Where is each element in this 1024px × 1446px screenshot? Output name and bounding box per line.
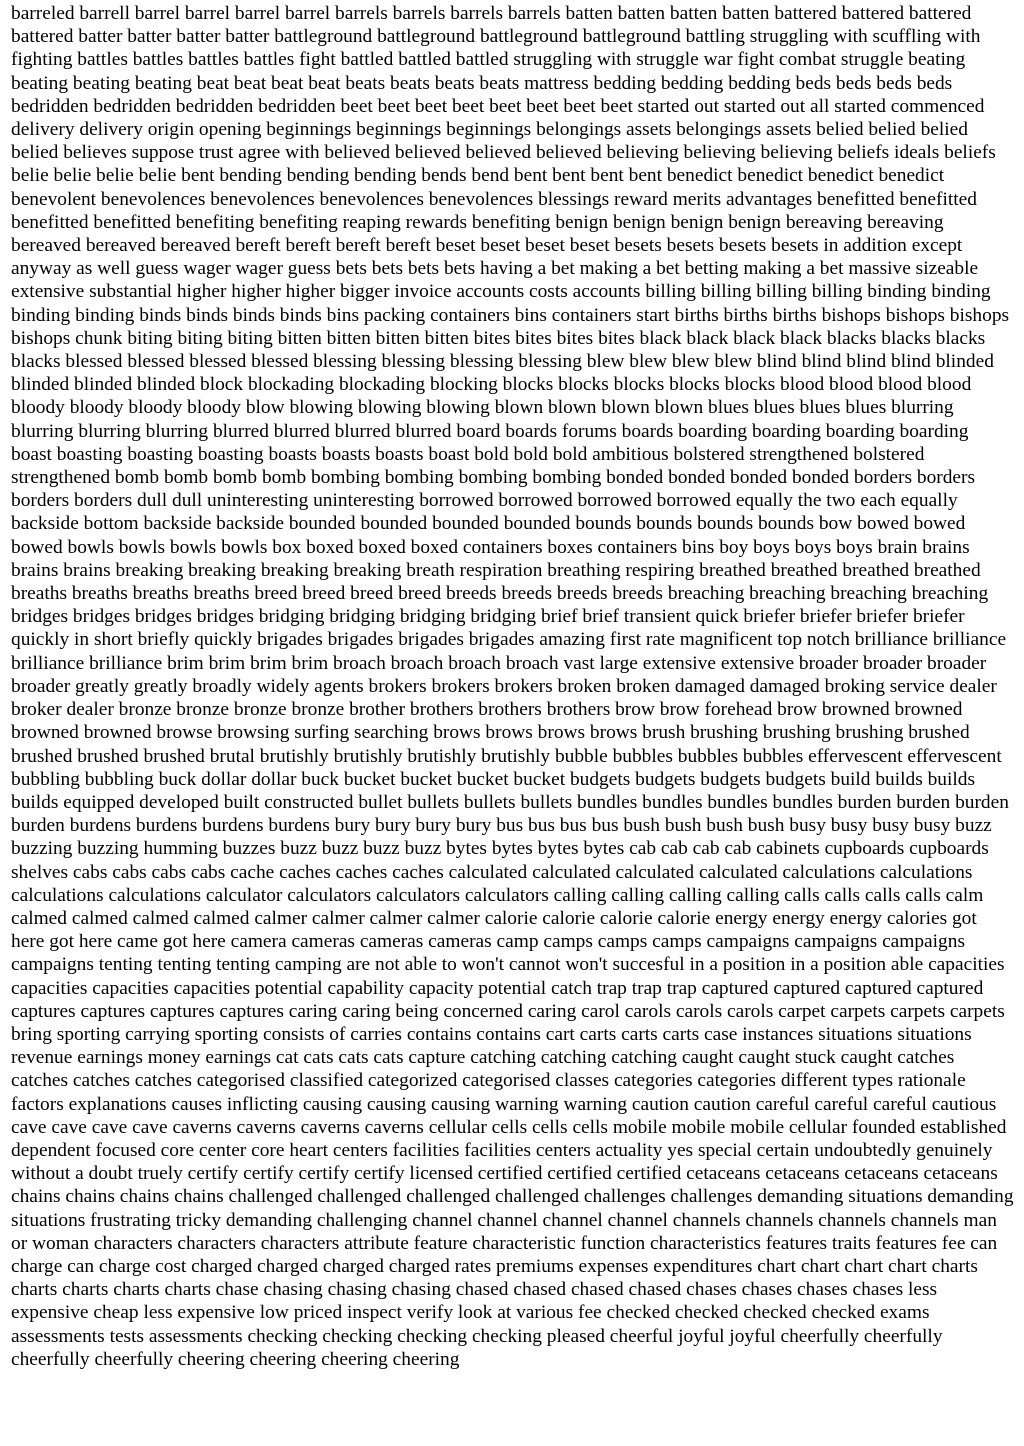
body-text: barreled barrell barrel barrel barrel barrel barrels barrels barrels barrels batten batten batten batten battered battered battered battered batter batter batter batter battleground battleground battleground battleground battling struggling with scuffling with fighting battles battles battles battles fight battled battled battled struggling with struggle war fight combat struggle beating beating beating beating beat beat beat beat beats beats beats beats mattress bedding bedding bedding beds beds beds beds bedridden bedridden bedridden bedridden beet beet beet beet beet beet beet beet started out started out all started commenced delivery delivery origin opening beginnings beginnings beginnings belongings assets belongings assets belied belied belied belied believes suppose trust agree with believed believed believed believed believing believing believing beliefs ideals beliefs belie belie belie belie bent bending bending bending bends bend bent bent bent bent benedict benedict benedict benedict benevolent benevolences benevolences benevolences benevolences blessings reward merits advantages benefitted benefitted benefitted benefitted benefiting benefiting reaping rewards benefiting benign benign benign benign bereaving bereaving bereaved bereaved bereaved bereft bereft bereft bereft beset beset beset beset besets besets besets besets in addition except anyway as well guess wager wager guess bets bets bets bets having a bet making a bet betting making a bet massive sizeable extensive substantial higher higher higher bigger invoice accounts costs accounts billing billing billing billing binding binding binding binding binds binds binds binds bins packing containers bins containers start births births births bishops bishops bishops bishops chunk biting biting biting bitten bitten bitten bitten bites bites bites bites black black black black blacks blacks blacks blacks blessed blessed blessed blessed blessing blessing blessing blessing blew blew blew blew blind blind blind blind blinded blinded blinded blinded block blockading blockading blocking blocks blocks blocks blocks blocks blood blood blood blood bloody bloody bloody bloody blow blowing blowing blowing blown blown blown blown blues blues blues blues blurring blurring blurring blurring blurred blurred blurred blurred board boards forums boards boarding boarding boarding boarding boast boasting boasting boasting boasts boasts boasts boast bold bold bold ambitious bolstered strengthened bolstered strengthened bomb bomb bomb bomb bombing bombing bombing bombing bonded bonded bonded bonded borders borders borders borders dull dull uninteresting uninteresting borrowed borrowed borrowed borrowed equally the two each equally backside bottom backside backside bounded bounded bounded bounded bounds bounds bounds bounds bow bowed bowed bowed bowls bowls bowls bowls box boxed boxed boxed containers boxes containers bins boy boys boys boys brain brains brains brains breaking breaking breaking breaking breath respiration breathing respiring breathed breathed breathed breathed breaths breaths breaths breaths breed breed breed breed breeds breeds breeds breeds breaching breaching breaching breaching bridges bridges bridges bridges bridging bridging bridging bridging brief brief transient quick briefer briefer briefer briefer quickly in short briefly quickly brigades brigades brigades brigades amazing first rate magnificent top notch brilliance brilliance brilliance brilliance brim brim brim brim broach broach broach broach vast large extensive extensive broader broader broader broader greatly greatly broadly widely agents brokers brokers brokers broken broken damaged damaged broking service dealer broker dealer bronze bronze bronze bronze brother brothers brothers brothers brow brow forehead brow browned browned browned browned browse browsing surfing searching brows brows brows brows brush brushing brushing brushing brushed brushed brushed brushed brutal brutishly brutishly brutishly brutishly bubble bubbles bubbles bubbles effervescent effervescent bubbling bubbling buck dollar dollar buck bucket bucket bucket bucket budgets budgets budgets budgets build builds builds builds equipped developed built constructed bullet bullets bullets bullets bundles bundles bundles bundles burden burden burden burden burdens burdens burdens burdens bury bury bury bury bus bus bus bus bush bush bush bush busy busy busy busy buzz buzzing buzzing humming buzzes buzz buzz buzz buzz bytes bytes bytes bytes cab cab cab cab cabinets cupboards cupboards shelves cabs cabs cabs cabs cache caches caches caches calculated calculated calculated calculated calculations calculations calculations calculations calculator calculators calculators calculators calling calling calling calling calls calls calls calls calm calmed calmed calmed calmed calmer calmer calmer calmer calorie calorie calorie calorie energy energy energy calories got here got here came got here camera cameras cameras cameras camp camps camps camps campaigns campaigns campaigns campaigns tenting tenting tenting camping are not able to won't cannot won't succesful in a position in a position able capacities capacities capacities capacities potential capability capacity potential catch trap trap trap captured captured captured captured captures captures captures captures caring caring being concerned caring carol carols carols carols carpet carpets carpets carpets bring sporting carrying sporting consists of carries contains contains cart carts carts carts case instances situations situations revenue earnings money earnings cat cats cats cats capture catching catching catching caught caught stuck caught catches catches catches catches categorised classified categorized categorised classes categories categories different types rationale factors explanations causes inflicting causing causing causing warning warning caution caution careful careful careful cautious cave cave cave cave caverns caverns caverns caverns cellular cells cells cells mobile mobile mobile cellular founded established dependent focused core center core heart centers facilities facilities centers actuality yes special certain undoubtedly genuinely without a doubt truely certify certify certify certify licensed certified certified certified cetaceans cetaceans cetaceans cetaceans chains chains chains chains challenged challenged challenged challenged challenges challenges demanding situations demanding situations frustrating tricky demanding challenging channel channel channel channel channels channels channels channels man or woman characters characters characters attribute feature characteristic function characteristics features traits features fee can charge can charge cost charged charged charged charged rates premiums expenses expenditures chart chart chart chart charts charts charts charts charts chase chasing chasing chasing chased chased chased chased chases chases chases chases less expensive cheap less expensive low priced inspect verify look at various fee checked checked checked checked exams assessments tests assessments checking checking checking checking pleased cheerful joyful joyful cheerfully cheerfully cheerfully cheerfully cheering cheering cheering cheering bbox=[11, 3, 1014, 1370]
